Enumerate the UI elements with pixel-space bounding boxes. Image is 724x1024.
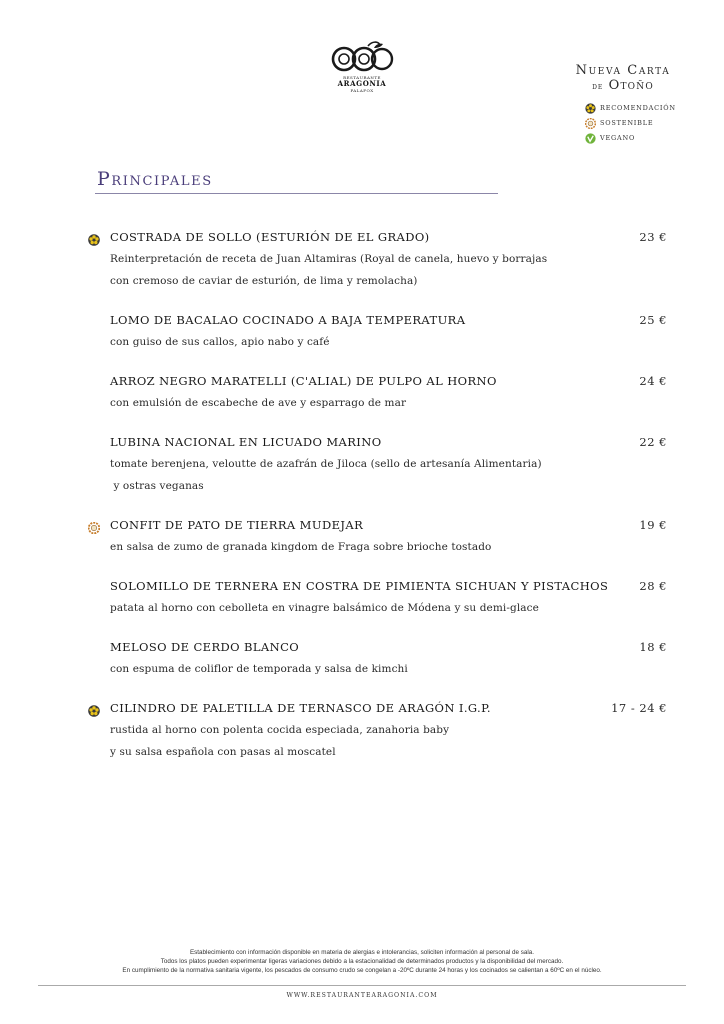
logo-small-text: RESTAURANTE [343, 75, 381, 80]
menu-item-price: 22 € [639, 435, 667, 449]
menu-item [0, 636, 724, 680]
legend-item-recomendacion [585, 101, 676, 115]
recomendacion-badge-icon [88, 231, 100, 243]
menu-item-description-line: con guiso de sus callos, apio nabo y café [110, 336, 330, 348]
legend-item-vegano [585, 131, 676, 145]
section-divider [95, 193, 498, 194]
restaurant-logo [322, 40, 402, 93]
menu-item-name: CONFIT DE PATO DE TIERRA MUDEJAR [110, 518, 364, 532]
season-title-line1: Nueva Carta [575, 63, 671, 78]
menu-item-description-line: tomate berenjena, veloutte de azafrán de Jiloca (sello de artesanía Alimentaria) [110, 458, 542, 470]
recomendacion-badge-icon [88, 702, 100, 714]
menu-item-name: ARROZ NEGRO MARATELLI (C'ALIAL) DE PULPO AL HORNO [110, 374, 497, 388]
menu-item-description-line: y su salsa española con pasas al moscatel [110, 746, 336, 758]
footer-divider [38, 985, 686, 986]
menu-item [0, 514, 724, 558]
menu-item-price: 17 - 24 € [611, 701, 667, 715]
menu-item [0, 226, 724, 292]
menu-item-price: 18 € [639, 640, 667, 654]
menu-item-name: CILINDRO DE PALETILLA DE TERNASCO DE ARAGÓN I.G.P. [110, 701, 491, 715]
vegan-leaf-icon [585, 133, 596, 144]
menu-item [0, 309, 724, 353]
menu-items-list [0, 226, 724, 780]
star-flower-icon [585, 103, 596, 114]
footer-note-line: Todos los platos pueden experimentar ligeras variaciones debido a la estacionalidad de determinados productos y la disponibilidad del mercado. [160, 958, 564, 965]
menu-item-description-line: patata al horno con cebolleta en vinagre balsámico de Módena y su demi-glace [110, 602, 539, 614]
menu-item-price: 19 € [639, 518, 667, 532]
icon-legend [585, 101, 676, 146]
leaf-ring-icon [585, 118, 596, 129]
menu-item-name: LUBINA NACIONAL EN LICUADO MARINO [110, 435, 382, 449]
legend-label-sostenible: SOSTENIBLE [600, 119, 654, 127]
menu-item [0, 575, 724, 619]
season-title-line2 [548, 78, 698, 95]
menu-item [0, 697, 724, 763]
season-title-otono: Otoño [608, 78, 654, 93]
menu-item-name: COSTRADA DE SOLLO (ESTURIÓN DE EL GRADO) [110, 230, 430, 244]
section-title: Principales [97, 168, 213, 190]
logo-name: ARAGONIA [337, 79, 387, 88]
menu-item-description-line: en salsa de zumo de granada kingdom de Fraga sobre brioche tostado [110, 541, 492, 553]
season-title-de: de [592, 82, 604, 92]
legend-label-vegano: VEGANO [600, 134, 636, 142]
menu-item-description-line: con cremoso de caviar de esturión, de lima y remolacha) [110, 275, 418, 287]
menu-item-name: MELOSO DE CERDO BLANCO [110, 640, 300, 654]
menu-item-price: 28 € [639, 579, 667, 593]
logo-emblem-icon [330, 40, 394, 74]
season-title [548, 64, 698, 95]
legend-item-sostenible [585, 116, 676, 130]
menu-item-description-line: rustida al horno con polenta cocida especiada, zanahoria baby [110, 724, 450, 736]
menu-item-name: SOLOMILLO DE TERNERA EN COSTRA DE PIMIENTA SICHUAN Y PISTACHOS [110, 579, 609, 593]
footer-note-line: Establecimiento con información disponible en materia de alergias e intolerancias, soliciten información al personal de sala. [189, 949, 535, 956]
footer-notes [0, 948, 724, 975]
website-link[interactable]: WWW.RESTAURANTEARAGONIA.COM [286, 992, 438, 999]
footer-note-line: En cumplimiento de la normativa sanitaria vigente, los pescados de consumo crudo se congelan a -20ºC durante 24 horas y los cocinados se calientan a 60ºC en el núcleo. [122, 967, 602, 974]
menu-item-description-line: con espuma de coliflor de temporada y salsa de kimchi [110, 663, 408, 675]
menu-item-name: LOMO DE BACALAO COCINADO A BAJA TEMPERATURA [110, 313, 466, 327]
menu-item-price: 23 € [639, 230, 667, 244]
menu-item-description-line: y ostras veganas [110, 480, 204, 492]
sostenible-badge-icon [88, 519, 100, 531]
menu-item [0, 431, 724, 497]
menu-item-price: 24 € [639, 374, 667, 388]
legend-label-recomendacion: RECOMENDACIÓN [600, 104, 676, 112]
menu-item-description-line: con emulsión de escabeche de ave y esparrago de mar [110, 397, 407, 409]
menu-item [0, 370, 724, 414]
menu-item-price: 25 € [639, 313, 667, 327]
menu-item-description-line: Reinterpretación de receta de Juan Altamiras (Royal de canela, huevo y borrajas [110, 253, 548, 265]
logo-sub-text: PALAFOX [350, 88, 374, 93]
